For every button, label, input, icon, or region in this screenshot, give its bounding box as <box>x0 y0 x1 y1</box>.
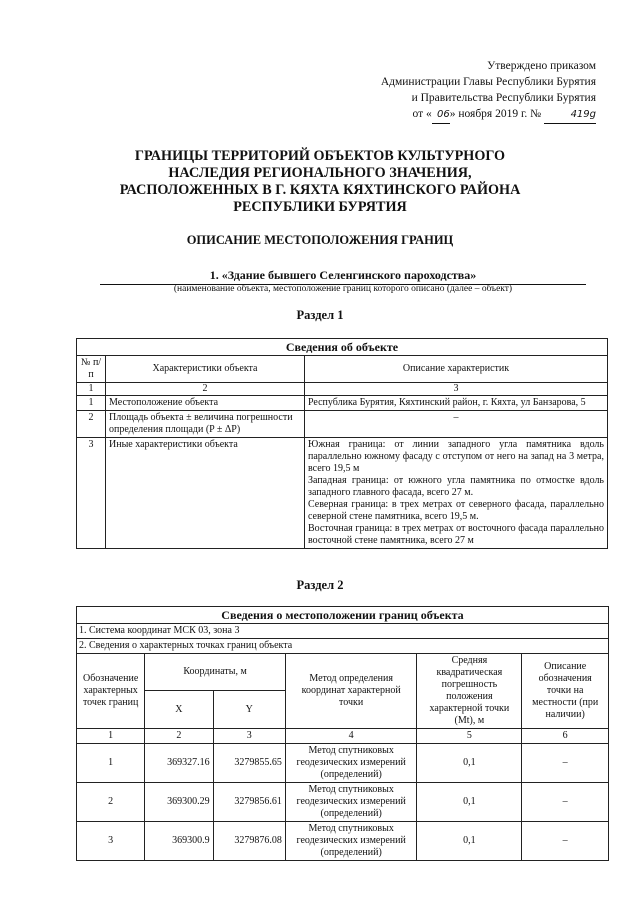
header-accuracy: Средняя квадратическая погрешность положения характерной точки (Mt), м <box>417 654 522 729</box>
row-description: – <box>305 411 608 438</box>
title-line-1: ГРАНИЦЫ ТЕРРИТОРИЙ ОБЪЕКТОВ КУЛЬТУРНОГО <box>134 148 506 164</box>
point-y: 3279856.61 <box>213 783 285 822</box>
header-characteristic: Характеристики объекта <box>106 356 305 383</box>
column-number: 2 <box>106 383 305 396</box>
point-x: 369327.16 <box>145 744 213 783</box>
handwritten-day: 06 <box>432 107 450 124</box>
point-description: – <box>522 744 609 783</box>
approval-line-1: Утверждено приказом <box>487 60 596 72</box>
coordinate-system: 1. Система координат МСК 03, зона 3 <box>77 624 609 639</box>
header-y: Y <box>213 691 285 729</box>
row-number: 2 <box>77 411 106 438</box>
row-number: 3 <box>77 438 106 549</box>
object-name-note: (наименование объекта, местоположение границ которого описано (далее – объект) <box>173 284 513 294</box>
point-y: 3279876.08 <box>213 822 285 861</box>
section-1-title: Раздел 1 <box>296 308 344 322</box>
table-row <box>77 396 608 411</box>
point-accuracy: 0,1 <box>417 744 522 783</box>
table-caption: Сведения об объекте <box>77 339 608 356</box>
header-description: Описание характеристик <box>305 356 608 383</box>
handwritten-number: 419g <box>544 107 596 124</box>
section-2-title: Раздел 2 <box>296 578 344 592</box>
point-x: 369300.29 <box>145 783 213 822</box>
table-row <box>77 744 609 783</box>
document-subtitle: ОПИСАНИЕ МЕСТОПОЛОЖЕНИЯ ГРАНИЦ <box>186 233 454 247</box>
column-number: 2 <box>145 729 213 744</box>
approval-date-line <box>326 106 596 124</box>
north-border: Северная граница: в трех метрах от северного фасада, параллельно северной стене памятника, всего 19,5 м. <box>308 499 604 522</box>
point-description: – <box>522 783 609 822</box>
table-row <box>77 411 608 438</box>
title-line-3: РАСПОЛОЖЕННЫХ В Г. КЯХТА КЯХТИНСКОГО РАЙОНА <box>119 182 521 198</box>
table-caption: Сведения о местоположении границ объекта <box>77 607 609 624</box>
boundary-points-table <box>76 606 609 861</box>
table-row <box>77 438 608 549</box>
column-number: 1 <box>77 383 106 396</box>
header-number: № п/п <box>77 356 106 383</box>
column-number: 3 <box>213 729 285 744</box>
row-description <box>305 438 608 549</box>
column-number: 3 <box>305 383 608 396</box>
column-number: 1 <box>77 729 145 744</box>
document-title <box>60 148 580 216</box>
header-method: Метод определения координат характерной точки <box>285 654 416 729</box>
column-number: 5 <box>417 729 522 744</box>
point-y: 3279855.65 <box>213 744 285 783</box>
object-name: 1. «Здание бывшего Селенгинского пароходства» <box>100 268 586 285</box>
points-title: 2. Сведения о характерных точках границ объекта <box>77 639 609 654</box>
header-x: X <box>145 691 213 729</box>
row-characteristic: Иные характеристики объекта <box>106 438 305 549</box>
approval-line-2: Администрации Главы Республики Бурятия <box>380 76 596 88</box>
approval-line-3: и Правительства Республики Бурятия <box>411 92 596 104</box>
header-coordinates: Координаты, м <box>145 654 286 691</box>
point-id: 2 <box>77 783 145 822</box>
object-info-table <box>76 338 608 549</box>
point-accuracy: 0,1 <box>417 783 522 822</box>
header-point-description: Описание обозначения точки на местности (при наличии) <box>522 654 609 729</box>
west-border: Западная граница: от южного угла памятника по отмостке вдоль западного главного фасада, всего 27 м. <box>308 475 604 498</box>
point-method: Метод спутниковых геодезических измерений (определений) <box>285 744 416 783</box>
point-method: Метод спутниковых геодезических измерений (определений) <box>285 783 416 822</box>
point-method: Метод спутниковых геодезических измерений (определений) <box>285 822 416 861</box>
title-line-2: НАСЛЕДИЯ РЕГИОНАЛЬНОГО ЗНАЧЕНИЯ, <box>168 165 472 181</box>
approval-block <box>326 58 596 124</box>
row-number: 1 <box>77 396 106 411</box>
east-border: Восточная граница: в трех метрах от восточного фасада параллельно восточной стене памятника, всего 27 м <box>308 523 604 546</box>
row-description: Республика Бурятия, Кяхтинский район, г. Кяхта, ул Банзарова, 5 <box>305 396 608 411</box>
column-number: 4 <box>285 729 416 744</box>
table-row <box>77 822 609 861</box>
date-middle: » ноября 2019 г. № <box>449 108 542 120</box>
point-x: 369300.9 <box>145 822 213 861</box>
date-prefix: от « <box>412 108 432 120</box>
title-line-4: РЕСПУБЛИКИ БУРЯТИЯ <box>233 199 407 215</box>
point-accuracy: 0,1 <box>417 822 522 861</box>
south-border: Южная граница: от линии западного угла памятника вдоль параллельно южному фасаду с отступом от него на запад на 3 метра, всего 19,5 м <box>308 439 604 474</box>
column-number: 6 <box>522 729 609 744</box>
table-row <box>77 783 609 822</box>
point-id: 1 <box>77 744 145 783</box>
point-id: 3 <box>77 822 145 861</box>
header-designation: Обозначение характерных точек границ <box>77 654 145 729</box>
row-characteristic: Местоположение объекта <box>106 396 305 411</box>
point-description: – <box>522 822 609 861</box>
row-characteristic: Площадь объекта ± величина погрешности определения площади (P ± ΔP) <box>106 411 305 438</box>
